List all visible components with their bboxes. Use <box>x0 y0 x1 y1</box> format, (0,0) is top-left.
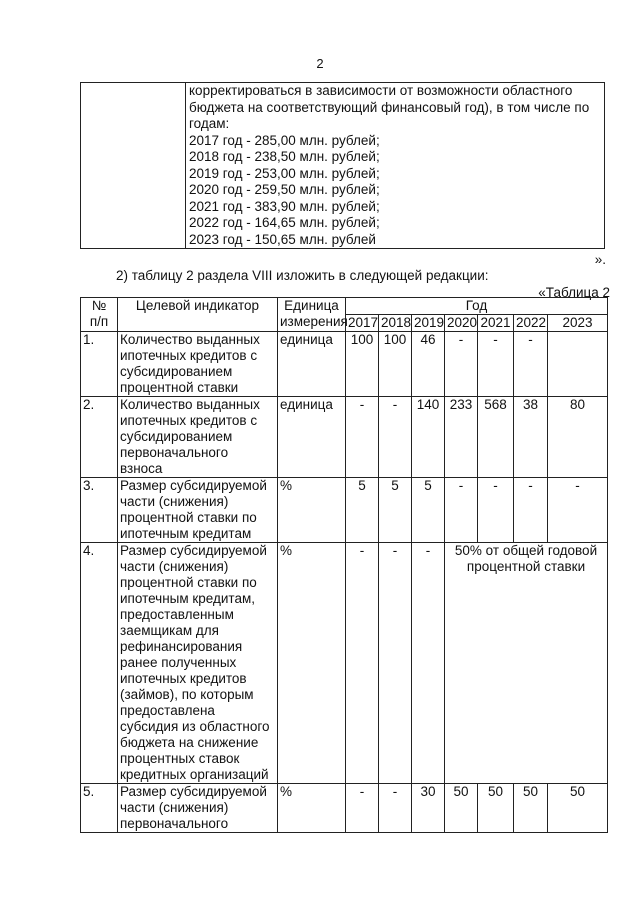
row-number: 1. <box>81 332 118 397</box>
value-cell <box>548 332 608 397</box>
continuation-line: годам: <box>189 116 230 131</box>
value-cell: 80 <box>548 397 608 478</box>
continuation-line: 2023 год - 150,65 млн. рублей <box>189 231 376 247</box>
continuation-table <box>80 82 605 249</box>
header-year: 2017 <box>346 315 379 332</box>
header-year: 2019 <box>412 315 445 332</box>
unit-cell: % <box>278 543 346 784</box>
value-cell: 568 <box>478 397 514 478</box>
indicator-name: Размер субсидируемой части (снижения) процентной ставки по ипотечным кредитам <box>118 478 278 543</box>
indicators-table <box>80 297 608 833</box>
row-number: 5. <box>81 784 118 833</box>
table-caption: «Таблица 2 <box>538 285 610 300</box>
header-year-group: Год <box>346 298 608 315</box>
row-number: 3. <box>81 478 118 543</box>
value-cell: 5 <box>346 478 379 543</box>
value-cell: - <box>445 332 478 397</box>
closing-quote: ». <box>594 252 606 267</box>
continuation-line: 2022 год - 164,65 млн. рублей; <box>189 215 380 230</box>
unit-cell: единица <box>278 332 346 397</box>
value-cell: 140 <box>412 397 445 478</box>
header-year: 2023 <box>548 315 608 332</box>
table-row <box>81 543 608 784</box>
value-cell: - <box>514 478 548 543</box>
continuation-line: бюджета на соответствующий финансовый год), в том числе по <box>189 99 590 115</box>
indicator-name: Количество выданных ипотечных кредитов с субсидированием первоначального взноса <box>118 397 278 478</box>
value-cell: - <box>548 478 608 543</box>
value-cell: - <box>346 784 379 833</box>
continuation-line: 2020 год - 259,50 млн. рублей; <box>189 182 380 197</box>
indicator-name: Количество выданных ипотечных кредитов с субсидированием процентной ставки <box>118 332 278 397</box>
table-row <box>81 397 608 478</box>
header-year: 2022 <box>514 315 548 332</box>
value-cell: 50 <box>478 784 514 833</box>
unit-cell: единица <box>278 397 346 478</box>
value-cell: 100 <box>346 332 379 397</box>
value-cell: 5 <box>379 478 412 543</box>
value-cell: - <box>514 332 548 397</box>
value-cell: - <box>445 478 478 543</box>
value-cell: 50 <box>445 784 478 833</box>
value-cell: 50 <box>548 784 608 833</box>
value-cell: 30 <box>412 784 445 833</box>
table-row <box>81 332 608 397</box>
header-year: 2020 <box>445 315 478 332</box>
continuation-line: корректироваться в зависимости от возможности областного <box>189 83 573 98</box>
indicator-name: Размер субсидируемой части (снижения) процентной ставки по ипотечным кредитам, предоставленным заемщикам для рефинансирования ранее полученных ипотечных кредитов (займов), по которым предоставлена субсидия из областного бюджета на снижение процентных ставок кредитных организаций <box>118 543 278 784</box>
continuation-text-cell <box>186 83 605 249</box>
continuation-line: 2021 год - 383,90 млн. рублей; <box>189 198 380 214</box>
value-cell: - <box>346 543 379 784</box>
value-cell: - <box>379 543 412 784</box>
header-year: 2021 <box>478 315 514 332</box>
value-cell: 38 <box>514 397 548 478</box>
value-cell: - <box>478 332 514 397</box>
value-cell: - <box>379 784 412 833</box>
page-number: 2 <box>316 56 324 71</box>
continuation-line: 2019 год - 253,00 млн. рублей; <box>189 165 380 181</box>
value-cell: 50 <box>514 784 548 833</box>
header-unit: Единица измерения <box>278 298 346 332</box>
continuation-line: 2018 год - 238,50 млн. рублей; <box>189 149 380 164</box>
value-cell: 5 <box>412 478 445 543</box>
row-number: 2. <box>81 397 118 478</box>
value-cell: - <box>346 397 379 478</box>
value-cell: - <box>478 478 514 543</box>
value-cell: - <box>412 543 445 784</box>
indicator-name: Размер субсидируемой части (снижения) первоначального <box>118 784 278 833</box>
amendment-paragraph: 2) таблицу 2 раздела VIII изложить в следующей редакции: <box>116 268 489 283</box>
value-cell: 46 <box>412 332 445 397</box>
header-year: 2018 <box>379 315 412 332</box>
header-num: № п/п <box>81 298 118 332</box>
merged-note-cell: 50% от общей годовой процентной ставки <box>445 543 608 784</box>
row-number: 4. <box>81 543 118 784</box>
continuation-line: 2017 год - 285,00 млн. рублей; <box>189 132 380 148</box>
value-cell: 100 <box>379 332 412 397</box>
unit-cell: % <box>278 784 346 833</box>
table-row <box>81 784 608 833</box>
continuation-left-cell <box>81 83 186 249</box>
header-row-1 <box>81 298 608 315</box>
table-row <box>81 478 608 543</box>
unit-cell: % <box>278 478 346 543</box>
header-indicator: Целевой индикатор <box>118 298 278 332</box>
value-cell: 233 <box>445 397 478 478</box>
value-cell: - <box>379 397 412 478</box>
